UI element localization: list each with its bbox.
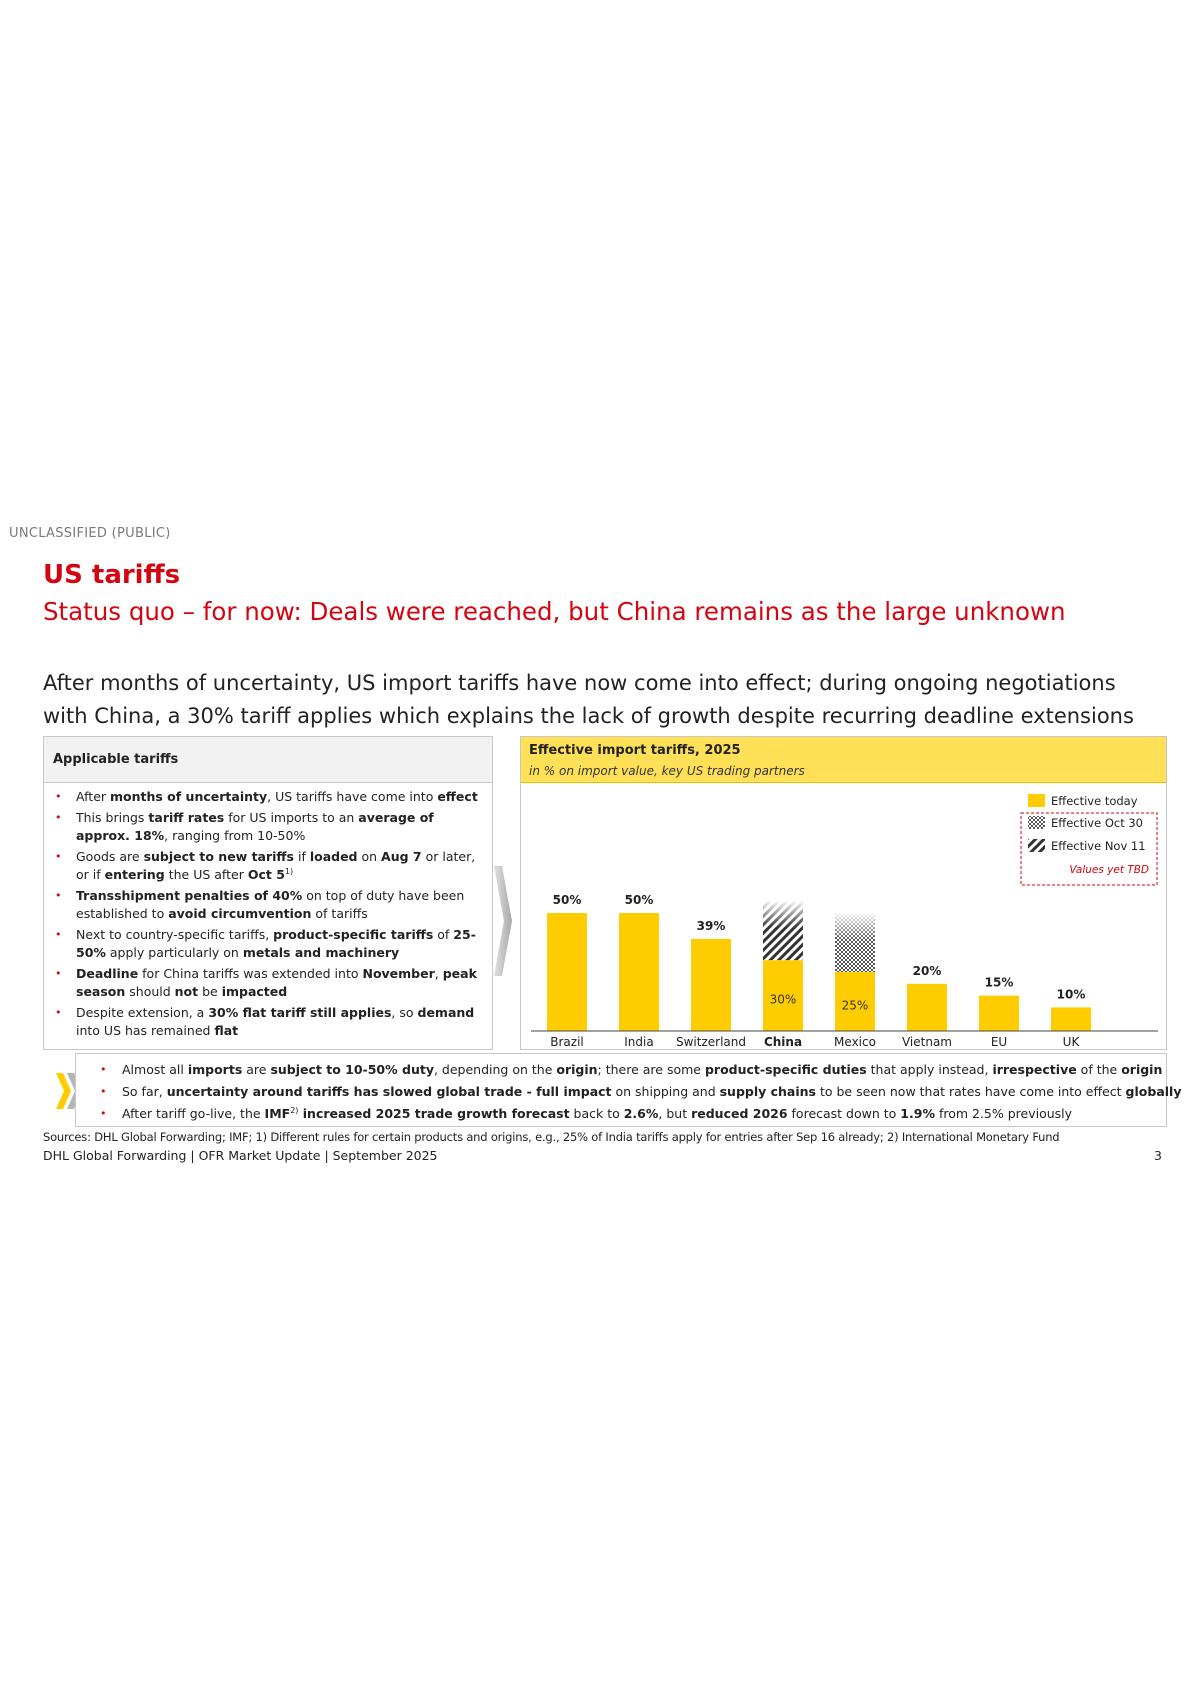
value-label-brazil: 50%: [552, 893, 582, 907]
bar-pending-fade-mexico: [834, 912, 876, 944]
page-subtitle: Status quo – for now: Deals were reached, but China remains as the large unknown: [43, 597, 1066, 626]
value-label-china: 30%: [769, 992, 797, 1007]
key-takeaways-list: [92, 1059, 1181, 1125]
value-label-eu: 15%: [984, 975, 1014, 990]
legend-label-oct30: Effective Oct 30: [1051, 816, 1143, 830]
list-item: • So far, uncertainty around tariffs has slowed global trade - full impact on shipping and supply chains to be seen now that rates have come into effect globally: [92, 1081, 1181, 1103]
legend-swatch-today: [1028, 794, 1045, 807]
list-item: • Transshipment penalties of 40% on top of duty have been established to avoid circumvention of tariffs: [52, 887, 486, 923]
key-takeaways-panel: [75, 1053, 1182, 1127]
value-label-india: 50%: [624, 893, 654, 907]
category-label-india: India: [624, 1035, 654, 1049]
legend-swatch-oct30: [1028, 816, 1045, 829]
legend-swatch-nov11: [1028, 839, 1045, 852]
list-item: • Deadline for China tariffs was extended into November, peak season should not be impacted: [52, 965, 486, 1001]
footer-text: DHL Global Forwarding | OFR Market Update | September 2025: [43, 1148, 438, 1163]
headline: [43, 667, 1173, 733]
bar-vietnam: [907, 984, 947, 1031]
bar-pending-fade-china: [762, 900, 804, 932]
category-label-china: China: [763, 1035, 803, 1049]
list-item: • After tariff go-live, the IMF$^{2)}$ increased 2025 trade growth forecast back to 2.6%, but reduced 2026 forecast down to 1.9% from 2.5% previously: [92, 1103, 1181, 1125]
effective-tariffs-chart-panel: [520, 736, 1167, 1050]
category-label-mexico: Mexico: [834, 1035, 876, 1049]
list-item: • Despite extension, a 30% flat tariff still applies, so demand into US has remained flat: [52, 1004, 486, 1040]
value-label-switzerland: 39%: [696, 918, 726, 933]
list-item: • Almost all imports are subject to 10-50% duty, depending on the origin; there are some product-specific duties that apply instead, irrespective of the origin: [92, 1059, 1181, 1081]
classification-label: UNCLASSIFIED (PUBLIC): [9, 526, 171, 541]
category-label-brazil: Brazil: [550, 1035, 584, 1049]
bar-uk: [1051, 1007, 1091, 1031]
list-item: • After months of uncertainty, US tariffs have come into effect: [52, 788, 486, 806]
list-item: • This brings tariff rates for US imports to an average of approx. 18%, ranging from 10-50%: [52, 809, 486, 845]
applicable-tariffs-list: [52, 788, 486, 1043]
legend-label-today: Effective today: [1051, 794, 1138, 808]
applicable-tariffs-panel: [43, 736, 493, 1050]
headline-line-1: After months of uncertainty, US import tariffs have now come into effect; during ongoing negotiations: [43, 671, 1116, 695]
legend-note: Values yet TBD: [1069, 864, 1149, 876]
chart-title: Effective import tariffs, 2025: [529, 743, 741, 758]
page-number: 3: [1154, 1148, 1162, 1163]
value-label-mexico: 25%: [841, 998, 869, 1013]
list-item: • Next to country-specific tariffs, product-specific tariffs of 25-50% apply particularly on metals and machinery: [52, 926, 486, 962]
chart-subtitle: in % on import value, key US trading partners: [529, 764, 805, 778]
bar-india: [619, 913, 659, 1031]
applicable-tariffs-title: Applicable tariffs: [53, 752, 179, 767]
headline-line-2: with China, a 30% tariff applies which explains the lack of growth despite recurring deadline extensions: [43, 704, 1134, 728]
legend-label-nov11: Effective Nov 11: [1051, 839, 1146, 853]
chevron-right-icon: [494, 866, 512, 976]
tariff-bar-chart: [521, 783, 1166, 1049]
bar-switzerland: [691, 939, 731, 1031]
chart-header: [521, 737, 1166, 783]
bar-brazil: [547, 913, 587, 1031]
value-label-vietnam: 20%: [912, 963, 942, 978]
chart-legend: [1021, 794, 1157, 885]
page-title: US tariffs: [43, 560, 181, 590]
category-label-vietnam: Vietnam: [901, 1035, 953, 1049]
sources-note: Sources: DHL Global Forwarding; IMF; 1) Different rules for certain products and origins, e.g., 25% of India tariffs apply for entries after Sep 16 already; 2) International Monetary Fund: [43, 1130, 1060, 1144]
category-label-switzerland: Switzerland: [676, 1035, 746, 1049]
value-label-uk: 10%: [1056, 987, 1086, 1002]
list-item: • Goods are subject to new tariffs if loaded on Aug 7 or later, or if entering the US after Oct 5$^{1)}$: [52, 848, 486, 884]
bar-eu: [979, 996, 1019, 1031]
category-label-eu: EU: [990, 1035, 1008, 1049]
category-label-uk: UK: [1062, 1035, 1080, 1049]
applicable-tariffs-header: [44, 737, 492, 783]
